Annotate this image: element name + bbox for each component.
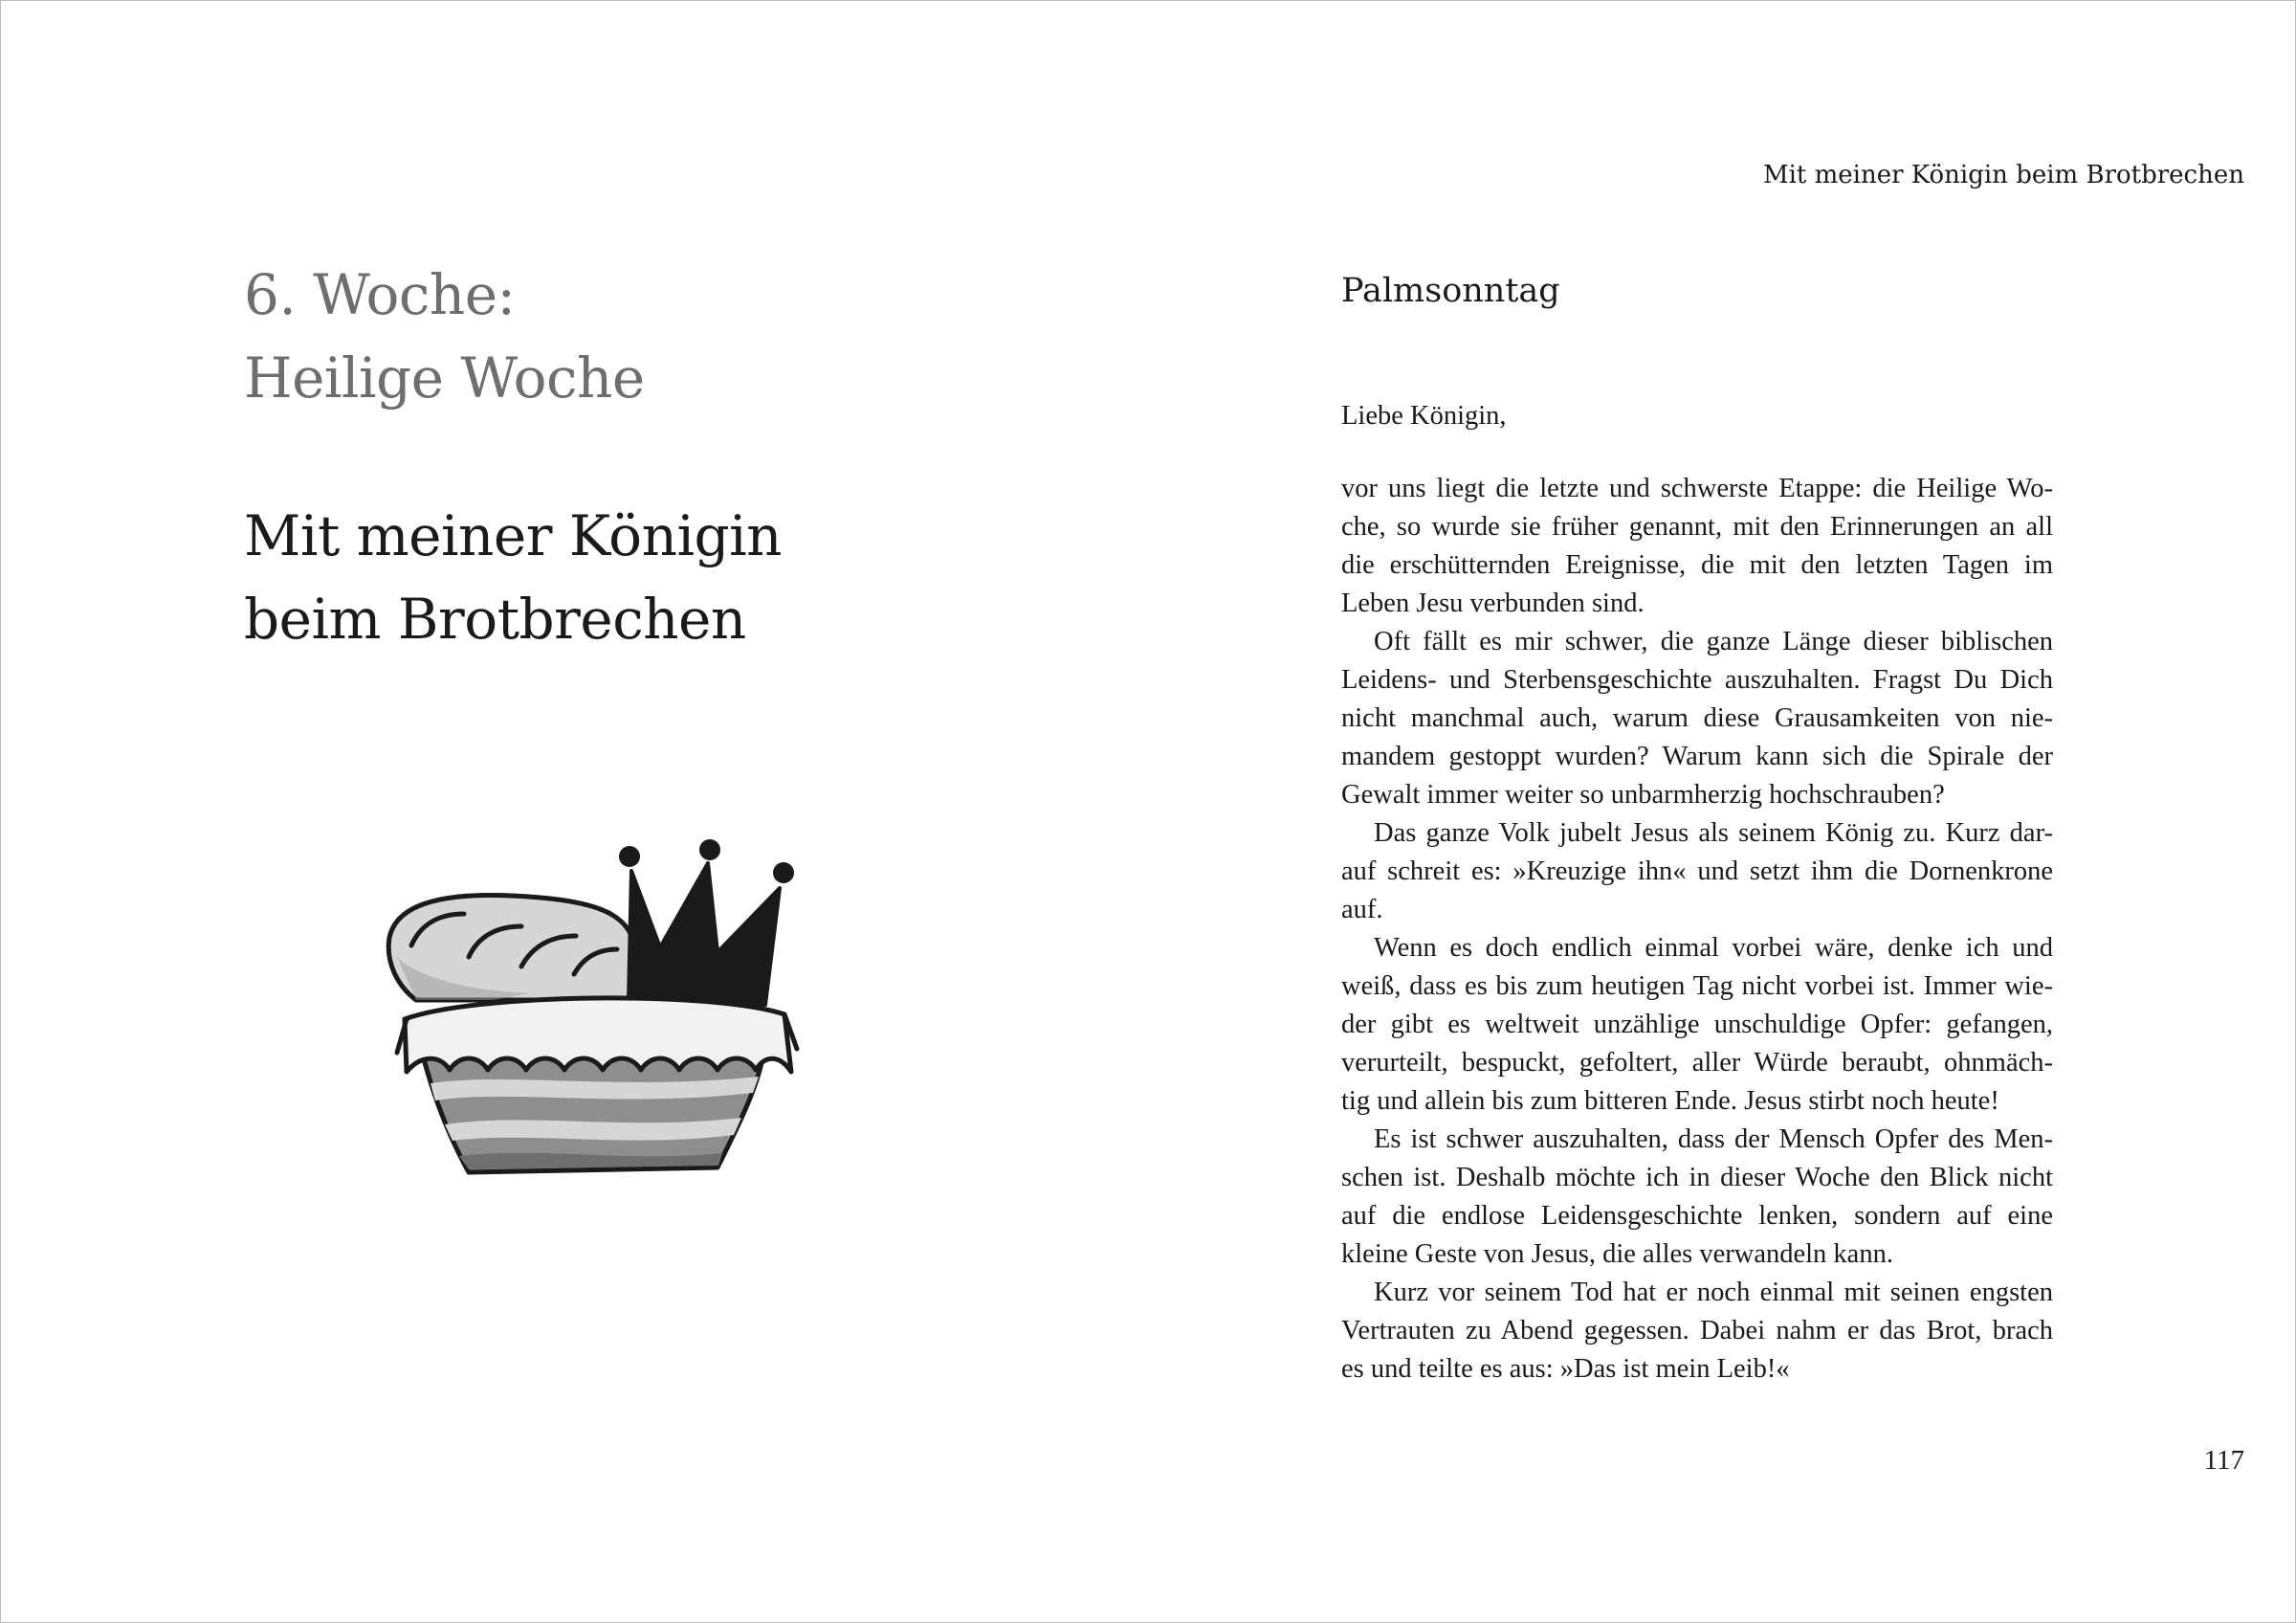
text-line: Leben Jesu verbunden sind.	[1341, 589, 1645, 618]
crown-ball	[619, 846, 640, 867]
paragraph	[1341, 929, 2053, 1121]
text-line: weiß, dass es bis zum heutigen Tag nicht vorbei ist. Immer wie-	[1341, 971, 2053, 1001]
bread-basket-with-crown-illustration	[378, 833, 828, 1187]
week-heading-line: 6. Woche:	[244, 262, 516, 327]
week-heading	[244, 254, 645, 420]
text-line: Leidens- und Sterbensgeschichte auszuhalten. Fragst Du Dich	[1341, 665, 2053, 695]
text-line: die erschütternden Ereignisse, die mit den letzten Tagen im	[1341, 550, 2053, 580]
text-line: es und teilte es aus: »Das ist mein Leib!«	[1341, 1354, 1790, 1384]
text-line: che, so wurde sie früher genannt, mit den Erinnerungen an all	[1341, 512, 2053, 542]
paragraph	[1341, 814, 2053, 929]
text-line: verurteilt, bespuckt, gefoltert, aller Würde beraubt, ohnmäch-	[1341, 1048, 2053, 1078]
basket-cloth	[405, 998, 791, 1072]
text-line: schen ist. Deshalb möchte ich in dieser Woche den Blick nicht	[1341, 1163, 2053, 1192]
text-line: Kurz vor seinem Tod hat er noch einmal mit seinen engsten	[1374, 1278, 2053, 1307]
paragraph	[1341, 1274, 2053, 1389]
paragraph	[1341, 470, 2053, 623]
right-page	[1148, 0, 2296, 1623]
text-line: Gewalt immer weiter so unbarmherzig hochschrauben?	[1341, 780, 1945, 810]
text-line: mandem gestoppt wurden? Warum kann sich die Spirale der	[1341, 742, 2053, 771]
chapter-title	[244, 495, 782, 661]
section-title: Palmsonntag	[1341, 272, 1560, 310]
text-line: Oft fällt es mir schwer, die ganze Länge dieser biblischen	[1374, 627, 2053, 656]
paragraph	[1341, 1121, 2053, 1274]
letter-body	[1341, 470, 2053, 1389]
running-head: Mit meiner Königin beim Brotbrechen	[1762, 161, 2244, 189]
chapter-title-line: beim Brotbrechen	[244, 587, 746, 652]
text-line: Das ganze Volk jubelt Jesus als seinem König zu. Kurz dar-	[1374, 818, 2053, 848]
chapter-title-line: Mit meiner Königin	[244, 503, 783, 568]
text-line: vor uns liegt die letzte und schwerste Etappe: die Heilige Wo-	[1341, 474, 2053, 503]
text-line: Vertrauten zu Abend gegessen. Dabei nahm er das Brot, brach	[1341, 1316, 2053, 1345]
page-number: 117	[2203, 1445, 2244, 1476]
text-line: auf.	[1341, 895, 1383, 924]
crown	[629, 863, 780, 1005]
text-line: auf die endlose Leidensgeschichte lenken, sondern auf eine	[1341, 1201, 2053, 1231]
text-line: Es ist schwer auszuhalten, dass der Mensch Opfer des Men-	[1374, 1124, 2053, 1154]
text-line: der gibt es weltweit unzählige unschuldige Opfer: gefangen,	[1341, 1010, 2053, 1039]
crown-ball	[699, 839, 720, 860]
text-line: auf schreit es: »Kreuzige ihn« und setzt ihm die Dornenkrone	[1341, 856, 2053, 886]
text-line: tig und allein bis zum bitteren Ende. Jesus stirbt noch heute!	[1341, 1086, 1999, 1116]
text-line: nicht manchmal auch, warum diese Grausamkeiten von nie-	[1341, 703, 2053, 733]
crown-ball	[773, 862, 794, 883]
salutation: Liebe Königin,	[1341, 401, 1507, 431]
text-line: Wenn es doch endlich einmal vorbei wäre, denke ich und	[1374, 933, 2053, 963]
week-heading-line: Heilige Woche	[244, 345, 645, 411]
text-line: kleine Geste von Jesus, die alles verwandeln kann.	[1341, 1239, 1893, 1269]
paragraph	[1341, 623, 2053, 814]
